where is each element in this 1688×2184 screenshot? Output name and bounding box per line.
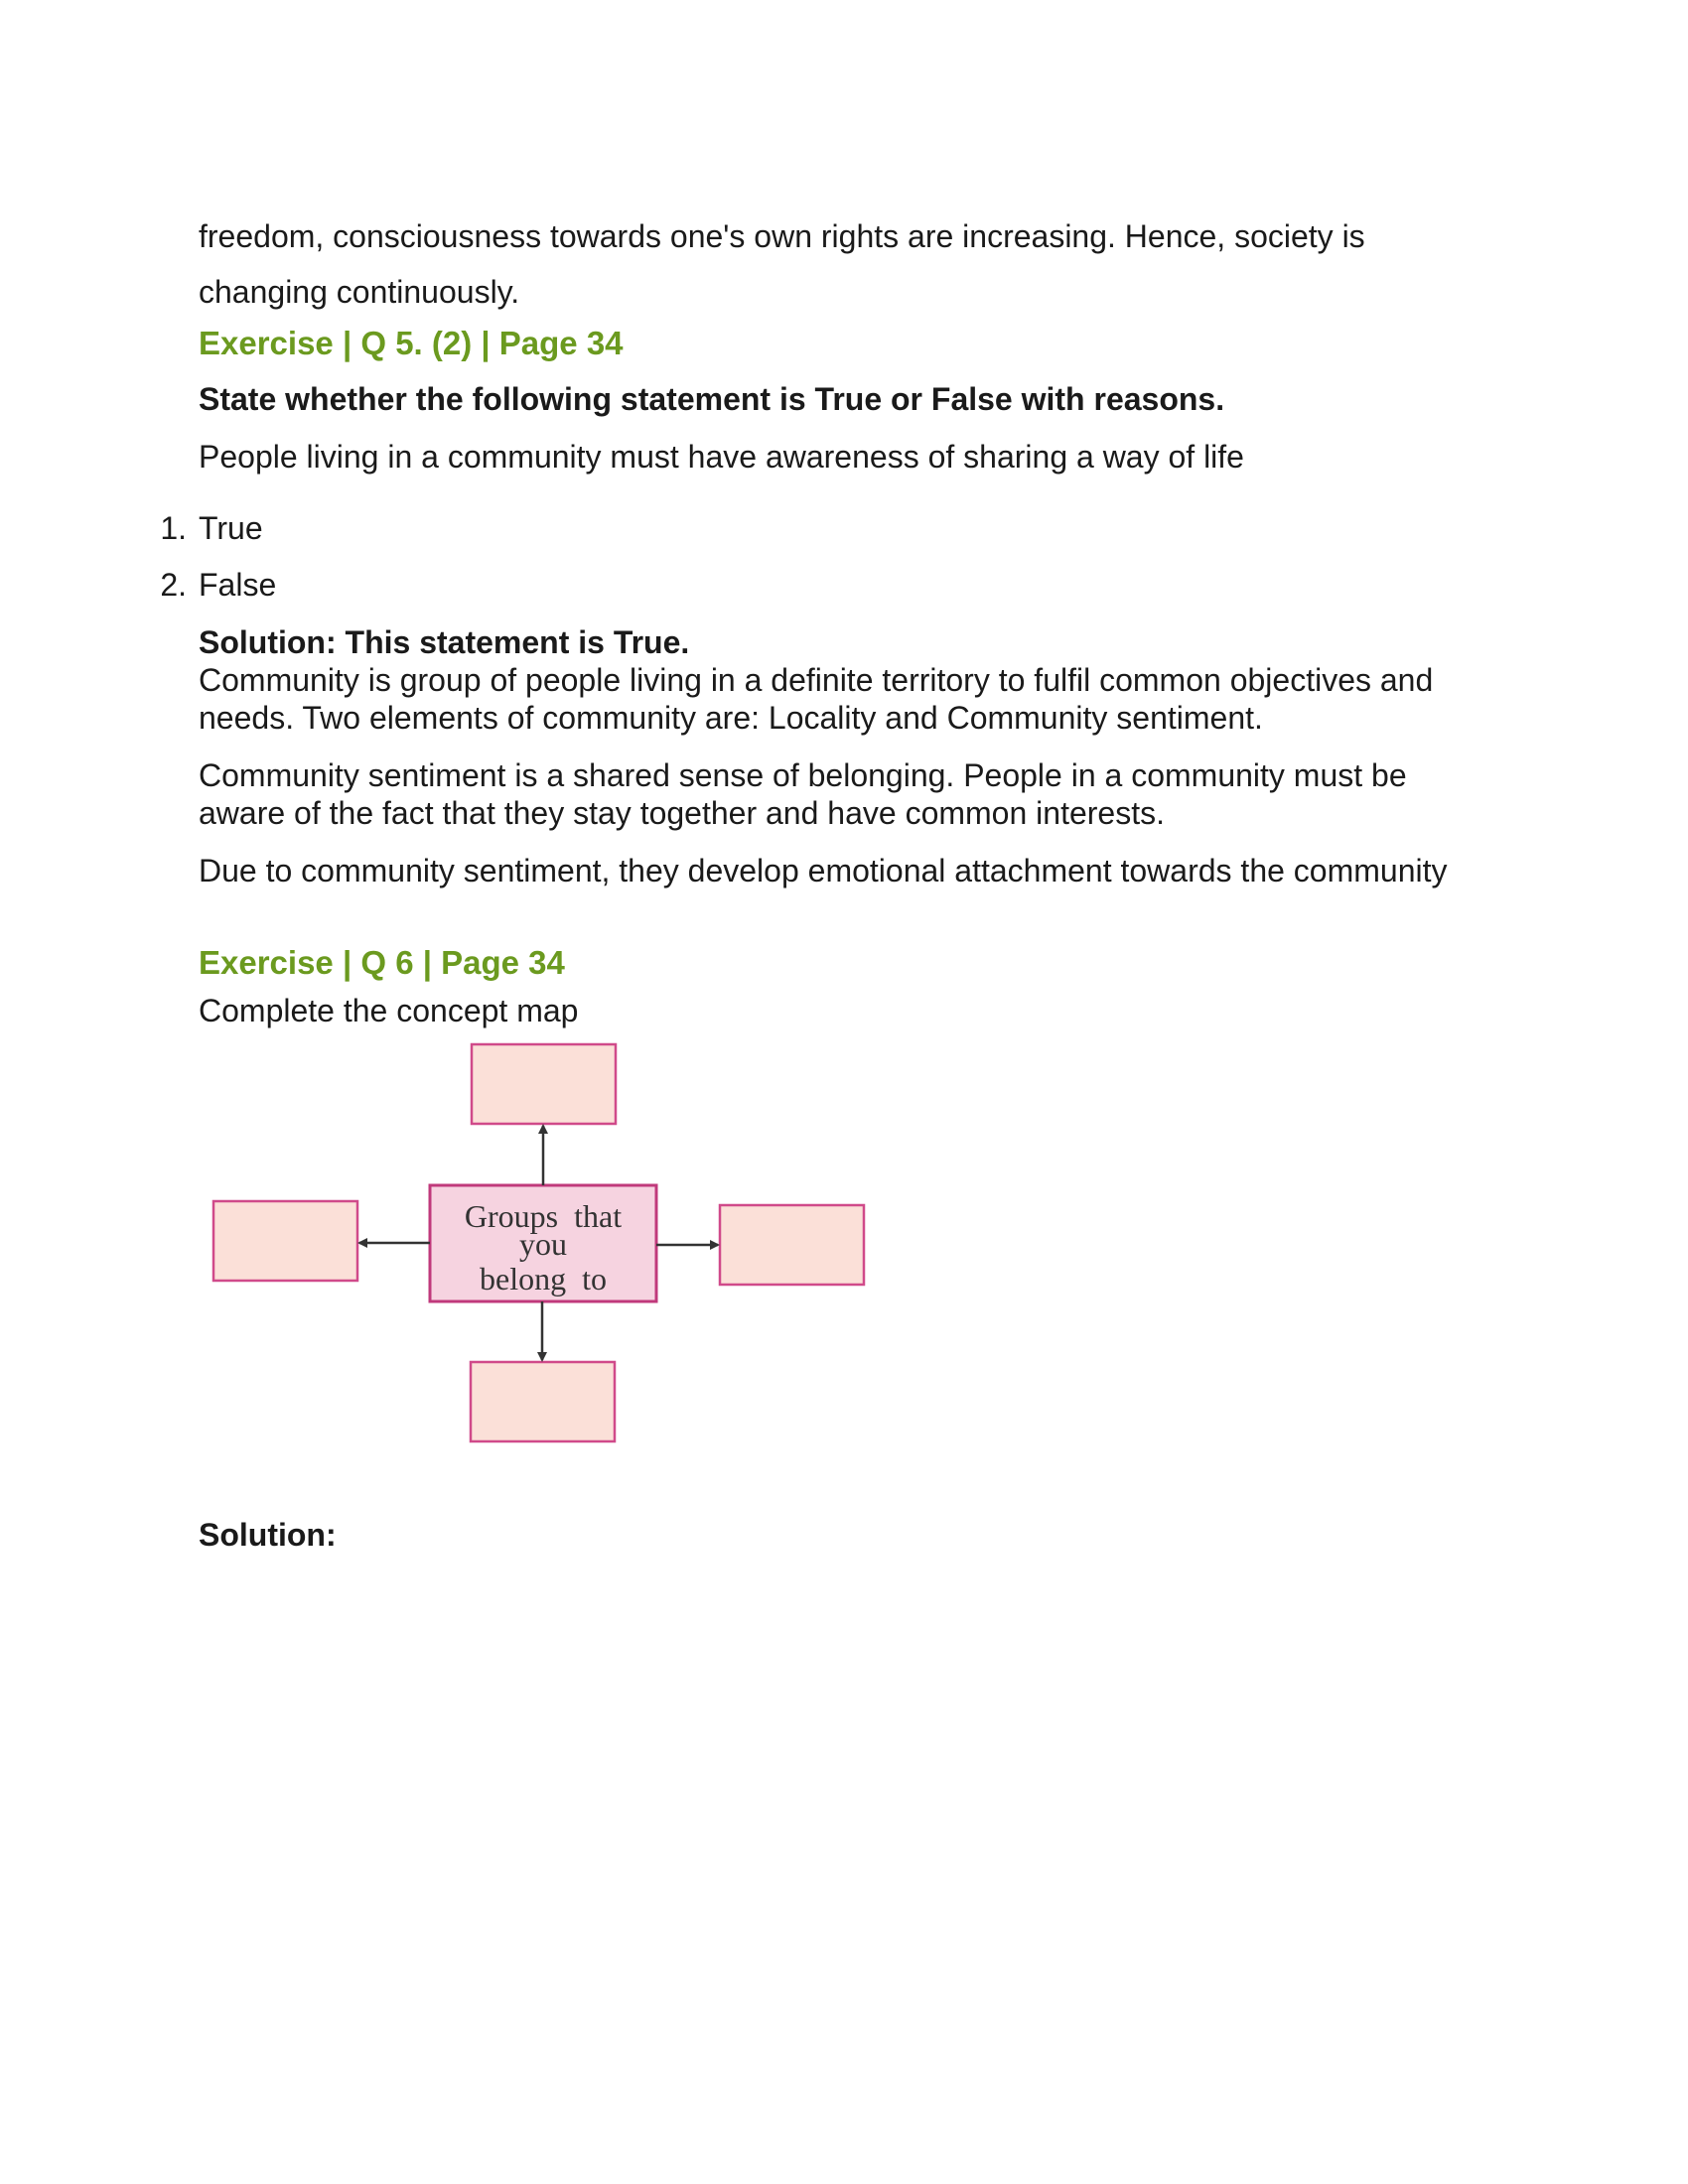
q5-solution-head: Solution: This statement is True. xyxy=(199,624,690,660)
concept-box-right[interactable] xyxy=(720,1205,864,1285)
q6-solution-head: Solution: xyxy=(199,1517,337,1553)
concept-center-line-3: belong to xyxy=(480,1261,607,1297)
concept-box-left[interactable] xyxy=(213,1201,357,1281)
concept-box-top[interactable] xyxy=(472,1044,616,1124)
q5-title: State whether the following statement is True or False with reasons. xyxy=(199,381,1225,417)
concept-map-svg xyxy=(199,1034,914,1471)
option-label: False xyxy=(199,567,277,603)
concept-map xyxy=(199,1034,914,1471)
concept-center-line-2: you xyxy=(519,1226,567,1262)
q5-paragraph: Community is group of people living in a definite territory to fulfil common objectives and needs. Two elements of community are: Locality and Community sentiment. xyxy=(199,662,1434,736)
option-number: 1. xyxy=(160,510,187,546)
option-item xyxy=(160,557,1489,614)
document-content xyxy=(160,208,1489,1559)
intro-line-2: changing continuously. xyxy=(199,274,520,310)
q6-heading[interactable]: Exercise | Q 6 | Page 34 xyxy=(199,944,565,981)
concept-box-bottom[interactable] xyxy=(471,1362,615,1441)
q6-instruction: Complete the concept map xyxy=(199,993,579,1028)
q5-options xyxy=(160,500,1489,614)
intro-line-1: freedom, consciousness towards one's own rights are increasing. Hence, society is xyxy=(199,218,1365,254)
q5-paragraph: Community sentiment is a shared sense of belonging. People in a community must be aware of the fact that they stay together and have common interests. xyxy=(199,757,1407,831)
option-item xyxy=(160,500,1489,557)
q5-statement: People living in a community must have awareness of sharing a way of life xyxy=(199,439,1244,475)
q5-heading[interactable]: Exercise | Q 5. (2) | Page 34 xyxy=(199,325,624,361)
q5-paragraph: Due to community sentiment, they develop emotional attachment towards the community xyxy=(199,853,1448,888)
option-label: True xyxy=(199,510,263,546)
option-number: 2. xyxy=(160,567,187,603)
concept-center-line-1: Groups that xyxy=(464,1198,623,1234)
